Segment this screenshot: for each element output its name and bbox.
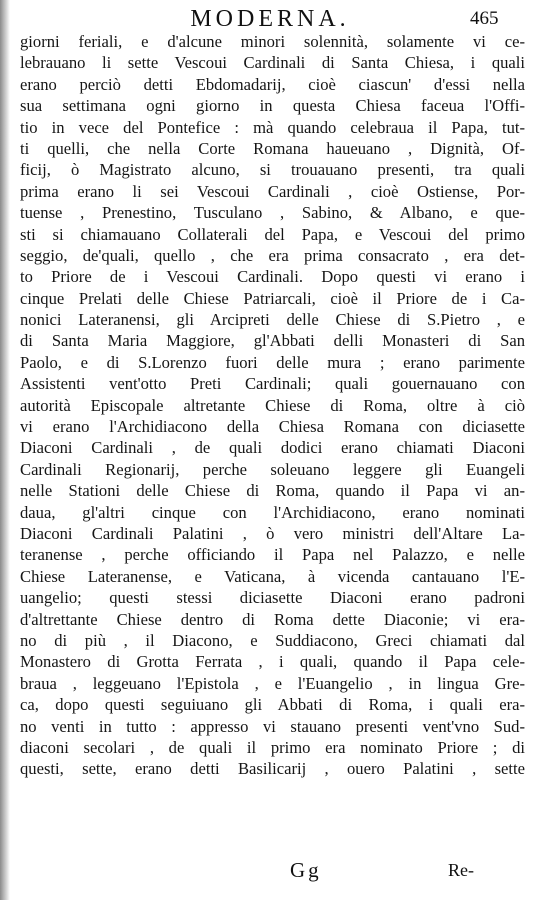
text-line: ficij, ò Magistrato alcuno, si trouauano presenti, tra quali — [20, 160, 525, 180]
text-line: lebrauano li sette Vescoui Cardinali di Santa Chiesa, i quali — [20, 53, 525, 73]
text-line: autorità Episcopale altretante Chiese di Roma, oltre à ciò — [20, 395, 525, 415]
text-line: seggio, de'quali, quello , che era prima consacrato , era det- — [20, 245, 525, 265]
text-line: Assistenti vent'otto Preti Cardinali; quali gouernauano con — [20, 374, 525, 394]
text-line: no venti in tutto : appresso vi stauano presenti vent'vno Sud- — [20, 716, 525, 736]
text-line: sua settimana ogni giorno in questa Chiesa faceua l'Offi- — [20, 96, 525, 116]
text-line: sti si chiamauano Collaterali del Papa, e Vescoui del primo — [20, 224, 525, 244]
signature-mark: Gg — [290, 858, 322, 882]
text-line: ca, dopo questi seguiuano gli Abbati di Roma, i quali era- — [20, 695, 525, 715]
text-line: di Santa Maria Maggiore, gl'Abbati delli Monasteri di San — [20, 331, 525, 351]
text-line: tuense , Prenestino, Tusculano , Sabino, & Albano, e que- — [20, 203, 525, 223]
text-line: Diaconi Cardinali Palatini , ò vero ministri dell'Altare La- — [20, 523, 525, 543]
text-line: cinque Prelati delle Chiese Patriarcali, cioè il Priore de i Ca- — [20, 288, 525, 308]
text-line: Chiese Lateranense, e Vaticana, à vicenda cantauano l'E- — [20, 566, 525, 586]
text-line: prima erano li sei Vescoui Cardinali , cioè Ostiense, Por- — [20, 181, 525, 201]
text-line: giorni feriali, e d'alcune minori solennità, solamente vi ce- — [20, 32, 525, 51]
binding-shadow — [0, 0, 10, 900]
text-line: d'altrettante Chiese dentro di Roma dette Diaconie; vi era- — [20, 609, 525, 629]
text-line: Cardinali Regionarij, perche soleuano leggere gli Euangeli — [20, 459, 525, 479]
text-line: uangelio; questi stessi diciasette Diaconi erano padroni — [20, 588, 525, 608]
body-text — [20, 31, 525, 780]
text-line: nonici Lateranensi, gli Arcipreti delle Chiese di S.Pietro , e — [20, 310, 525, 330]
text-line: braua , leggeuano l'Epistola , e l'Euangelio , in lingua Gre- — [20, 673, 525, 693]
text-line: vi erano l'Archidiacono della Chiesa Romana con diciasette — [20, 417, 525, 437]
text-line: tio in vece del Pontefice : mà quando celebraua il Papa, tut- — [20, 117, 525, 137]
text-line: no di più , il Diacono, e Suddiacono, Greci chiamati dal — [20, 630, 525, 650]
catchword: Re- — [448, 860, 474, 880]
page-number: 465 — [470, 8, 499, 29]
text-line: questi, sette, erano detti Basilicarij , ouero Palatini , sette — [20, 759, 525, 779]
text-line: daua, gl'altri cinque con l'Archidiacono, erano nominati — [20, 502, 525, 522]
text-line: Monastero di Grotta Ferrata , i quali, quando il Papa cele- — [20, 652, 525, 672]
text-line: diaconi secolari , de quali il primo era nominato Priore ; di — [20, 737, 525, 757]
text-line: Diaconi Cardinali , de quali dodici erano chiamati Diaconi — [20, 438, 525, 458]
text-line: erano perciò detti Ebdomadarij, cioè ciascun' d'essi nella — [20, 74, 525, 94]
text-line: Paolo, e di S.Lorenzo fuori delle mura ; erano parimente — [20, 352, 525, 372]
running-title: MODERNA. — [190, 6, 350, 32]
text-line: nelle Stationi delle Chiese di Roma, quando il Papa vi an- — [20, 481, 525, 501]
text-line: teranense , perche officiando il Papa nel Palazzo, e nelle — [20, 545, 525, 565]
text-line: to Priore de i Vescoui Cardinali. Dopo questi vi erano i — [20, 267, 525, 287]
text-line: ti quelli, che nella Corte Romana haueuano , Dignità, Of- — [20, 138, 525, 158]
